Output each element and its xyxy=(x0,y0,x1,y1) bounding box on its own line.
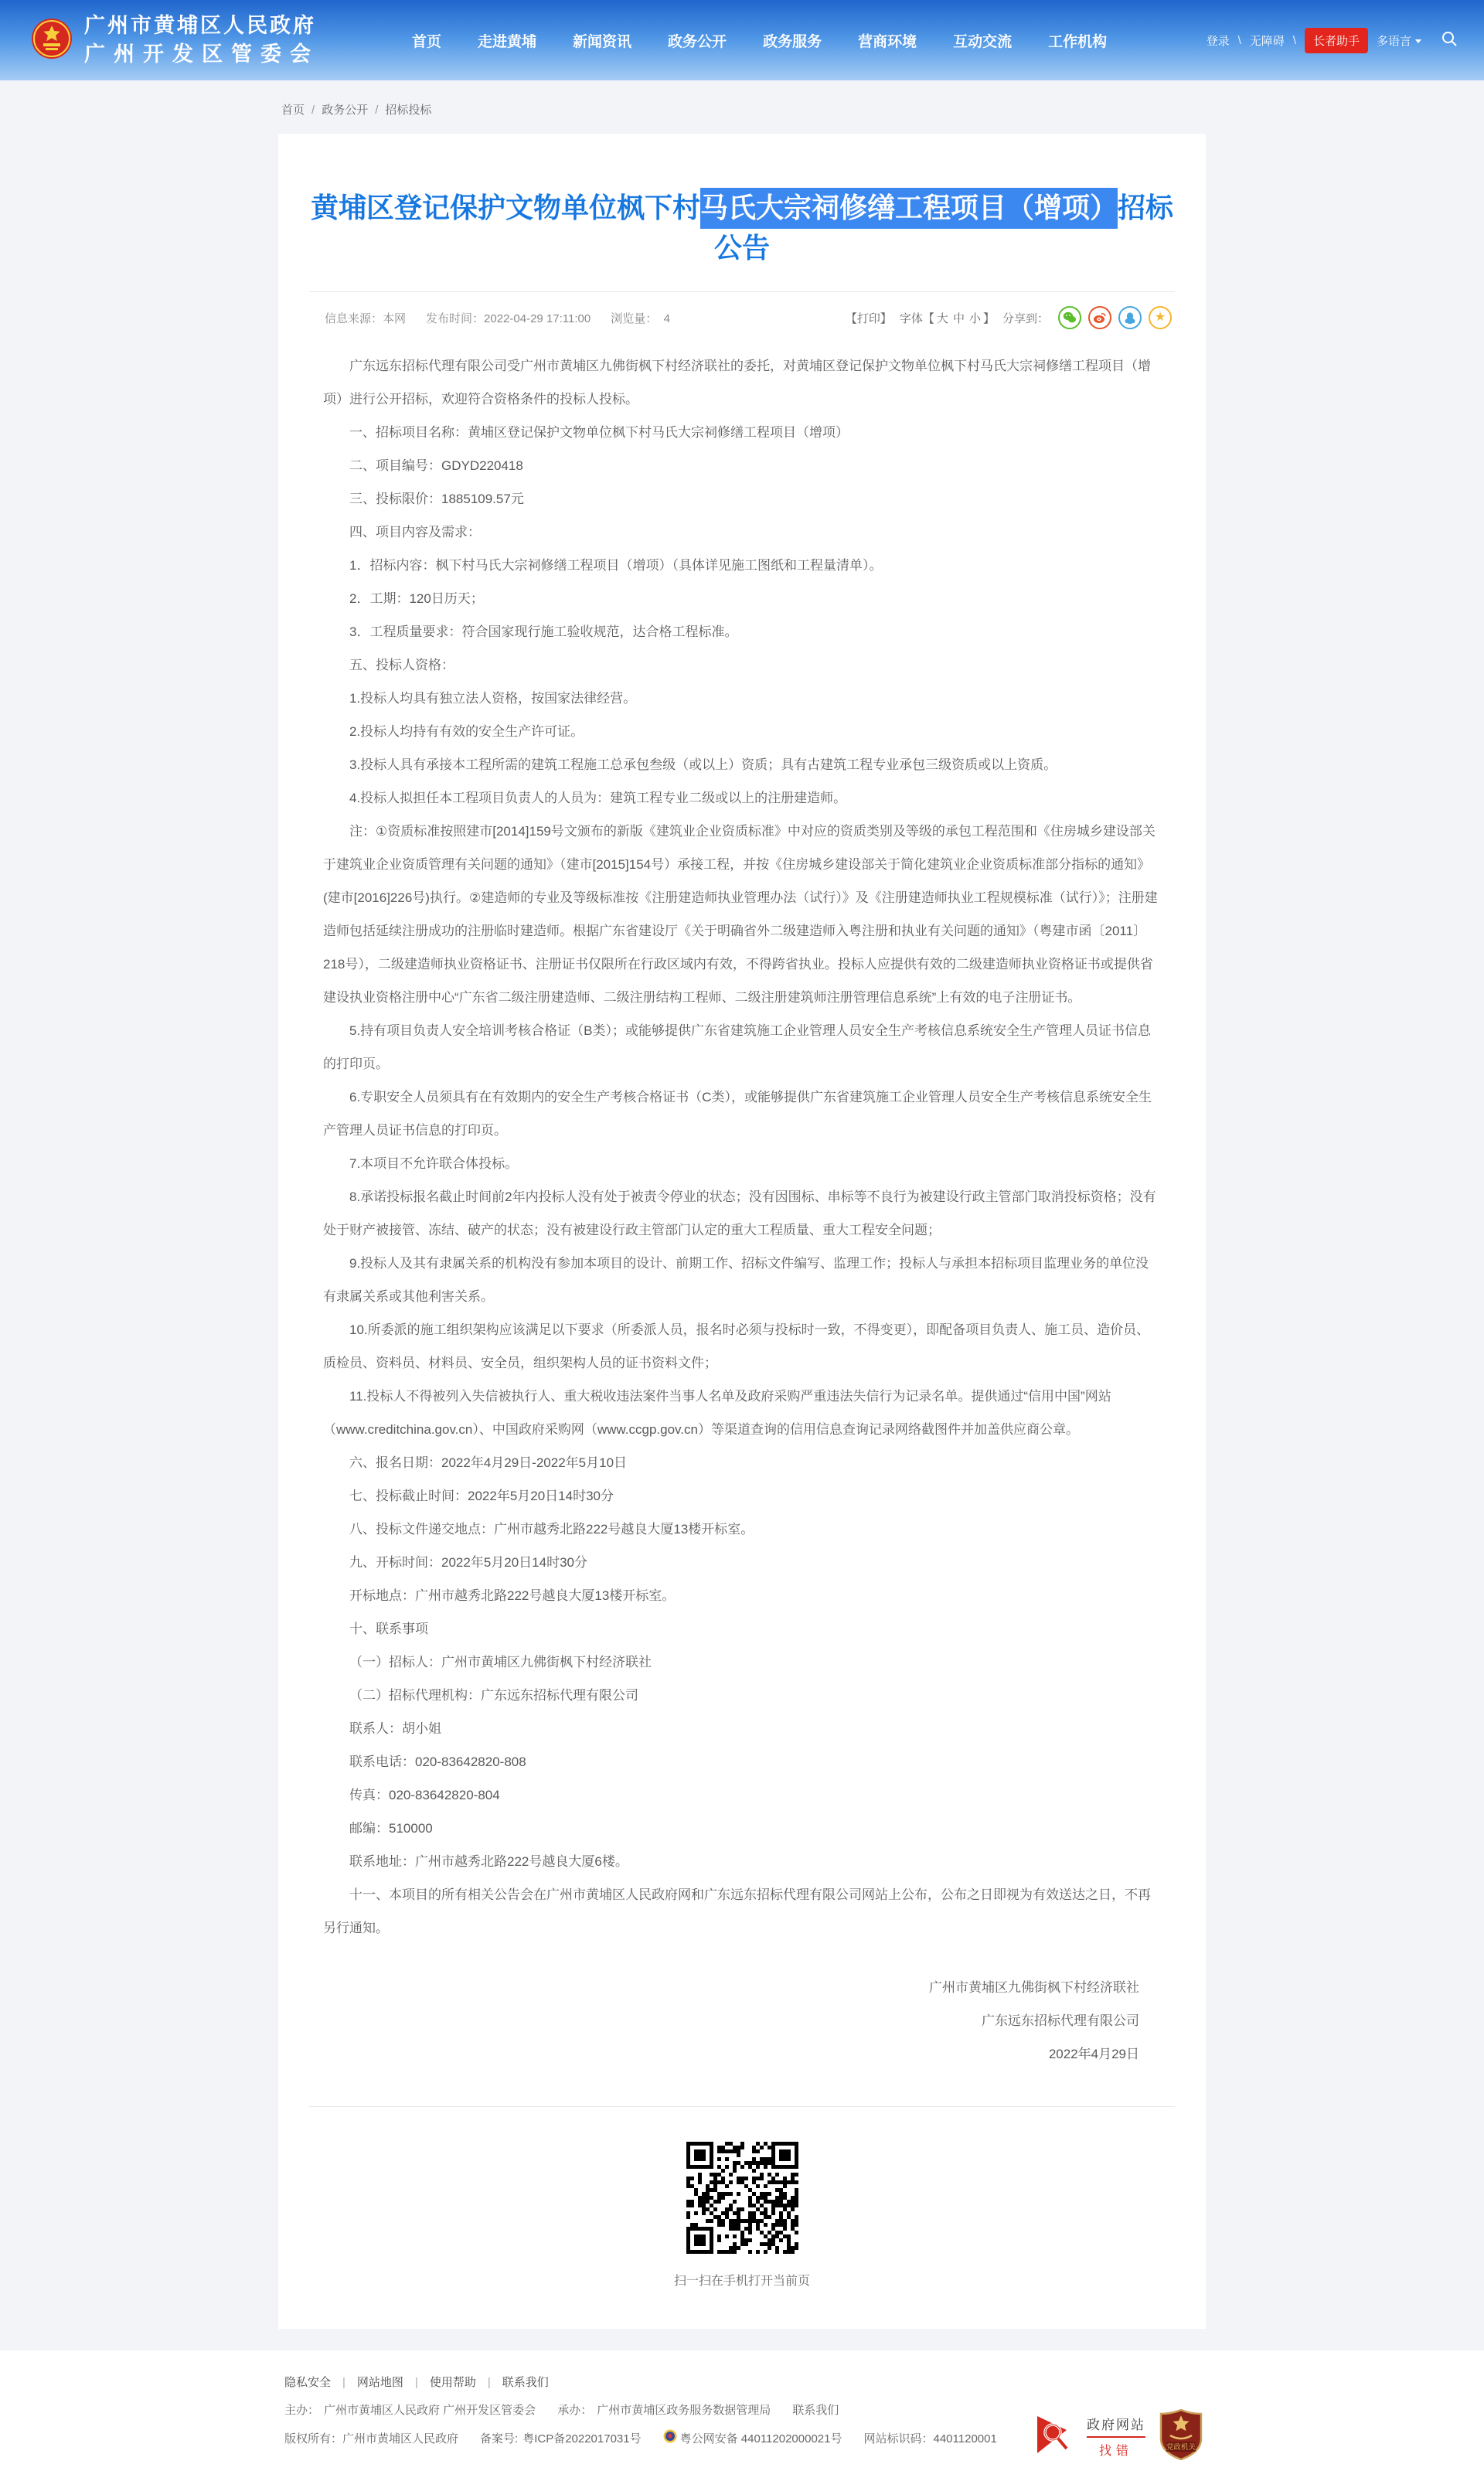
icp-number-link[interactable]: 粤ICP备2022017031号 xyxy=(522,2432,642,2445)
site-footer xyxy=(0,2350,1484,2471)
footer-links xyxy=(284,2374,1206,2390)
gov-site-error-report-badge[interactable] xyxy=(1036,2414,1145,2459)
nav-item[interactable]: 互动交流 xyxy=(953,33,1013,50)
article-paragraph: 五、投标人资格： xyxy=(349,658,454,673)
share-wechat-icon[interactable] xyxy=(1058,306,1081,329)
signature-line: 广州市黄埔区九佛街枫下村经济联社 xyxy=(929,1980,1139,1996)
article-paragraph: （一）招标人：广州市黄埔区九佛街枫下村经济联社 xyxy=(349,1655,652,1670)
nav-item[interactable]: 新闻资讯 xyxy=(573,33,632,50)
site-title-line1: 广州市黄埔区人民政府 xyxy=(84,14,316,38)
article-paragraph: 1．招标内容：枫下村马氏大宗祠修缮工程项目（增项）（具体详见施工图纸和工程量清单）。 xyxy=(349,558,883,574)
breadcrumb xyxy=(278,80,1206,134)
qr-section xyxy=(309,2106,1175,2289)
breadcrumb-item[interactable]: / 招标投标 xyxy=(368,104,431,117)
article-paragraph: 七、投标截止时间：2022年5月20日14时30分 xyxy=(349,1489,614,1504)
national-emblem-icon xyxy=(31,18,73,63)
font-size-large[interactable]: 大 xyxy=(936,311,948,325)
elder-mode-button[interactable]: 长者助手 xyxy=(1305,28,1368,53)
nav-item[interactable]: 走进黄埔 xyxy=(478,33,537,50)
font-size-small[interactable]: 小 xyxy=(968,311,981,325)
copyright-text: 版权所有：广州市黄埔区人民政府 xyxy=(284,2432,459,2445)
article-paragraph: 十一、本项目的所有相关公告会在广州市黄埔区人民政府网和广东远东招标代理有限公司网站上公布，公布之日即视为有效送达之日，不再另行通知。 xyxy=(323,1887,1151,1936)
qr-code xyxy=(686,2139,798,2259)
views-value: 4 xyxy=(663,311,670,325)
article-paragraph: 传真：020-83642820-804 xyxy=(349,1788,500,1803)
article-paragraph: 联系人：胡小姐 xyxy=(349,1721,441,1737)
search-button[interactable] xyxy=(1441,30,1458,50)
page-title-highlight: 马氏大宗祠修缮工程项目（增项） xyxy=(700,188,1118,229)
article-paragraph: 六、报名日期：2022年4月29日-2022年5月10日 xyxy=(349,1455,628,1471)
article-paragraph: 10.所委派的施工组织架构应该满足以下要求（所委派人员，报名时必须与投标时一致，不得变更），即配备项目负责人、施工员、造价员、质检员、资料员、材料员、安全员，组织架构人员的证书资料文件； xyxy=(323,1322,1150,1371)
footer-link[interactable]: | 联系我们 xyxy=(476,2376,549,2389)
site-title xyxy=(84,14,319,66)
footer-link[interactable]: | 使用帮助 xyxy=(403,2376,476,2389)
icp-label: 备案号: xyxy=(480,2432,519,2445)
share-qzone-icon[interactable]: ★ xyxy=(1149,306,1172,329)
article-paragraph: （二）招标代理机构：广东远东招标代理有限公司 xyxy=(349,1688,638,1703)
psb-link[interactable] xyxy=(663,2429,842,2446)
breadcrumb-item[interactable]: 首页 xyxy=(281,104,305,117)
language-label: 多语言 xyxy=(1376,34,1411,48)
article-paragraph: 联系电话：020-83642820-808 xyxy=(349,1755,526,1770)
article-paragraph: 6.专职安全人员须具有在有效期内的安全生产考核合格证书（C类），或能够提供广东省建筑施工企业管理人员安全生产考核信息系统安全生产管理人员证书信息的打印页。 xyxy=(323,1090,1152,1138)
article-paragraph: 2．工期：120日历天； xyxy=(349,591,484,607)
article-paragraph: 注：①资质标准按照建市[2014]159号文颁布的新版《建筑业企业资质标准》中对应的资质类别及等级的承包工程范围和《住房城乡建设部关于建筑业企业资质管理有关问题的通知》（建市[2015]154号）承接工程，并按《住房城乡建设部关于简化建筑业企业资质标准部分指标的通知》(建市[2016]226号)执行。②建造师的专业及等级标准按《注册建造师执业管理办法（试行）》及《注册建造师执业工程规模标准（试行）》；注册建造师包括延续注册成功的注册临时建造师。根据广东省建设厅《关于明确省外二级建造师入粤注册和执业有关问题的通知》（粤建市函〔2011〕218号），二级建造师执业资格证书、注册证书仅限所在行政区域内有效，不得跨省执业。投标人应提供有效的二级建造师执业资格证书或提供省建设执业资格注册中心“广东省二级注册建造师、二级注册结构工程师、二级注册建筑师注册管理信息系统”上有效的电子注册证书。 xyxy=(323,824,1158,1006)
error-report-icon xyxy=(1036,2415,1081,2458)
print-button[interactable]: 【打印】 xyxy=(845,311,892,325)
psb-number: 粤公网安备 44011202000021号 xyxy=(679,2432,842,2445)
organizer-value: 广州市黄埔区政务服务数据管理局 xyxy=(597,2404,771,2418)
article-signatures xyxy=(278,1955,1206,2071)
article-paragraph: 十、联系事项 xyxy=(349,1622,428,1637)
svg-text:党政机关: 党政机关 xyxy=(1166,2443,1196,2452)
signature-line: 广东远东招标代理有限公司 xyxy=(982,2013,1139,2029)
footer-badges xyxy=(1036,2409,1203,2463)
article-meta-bar xyxy=(278,292,1206,334)
search-icon xyxy=(1441,30,1458,50)
nav-item[interactable]: 政务公开 xyxy=(668,33,727,50)
article-paragraph: 3.投标人具有承接本工程所需的建筑工程施工总承包叁级（或以上）资质；具有古建筑工程专业承包三级资质或以上资质。 xyxy=(349,757,1057,773)
page-title-pre: 黄埔区登记保护文物单位枫下村 xyxy=(310,192,700,224)
source-value: 本网 xyxy=(383,311,407,325)
login-link[interactable]: 登录 xyxy=(1206,34,1230,48)
article-paragraph: 八、投标文件递交地点：广州市越秀北路222号越良大厦13楼开标室。 xyxy=(349,1522,754,1537)
article-paragraph: 开标地点：广州市越秀北路222号越良大厦13楼开标室。 xyxy=(349,1588,676,1604)
article-meta-left xyxy=(325,310,670,326)
views-field: 浏览量： 4 xyxy=(611,311,670,325)
article-body xyxy=(278,334,1206,1945)
site-title-line2: 广州开发区管委会 xyxy=(84,42,319,66)
police-badge-icon xyxy=(663,2429,677,2446)
font-size-control: 字体【 大 中 小 】 xyxy=(899,311,995,325)
site-code-field: 网站标识码：4401120001 xyxy=(863,2432,997,2445)
share-icons xyxy=(1058,306,1172,329)
share-label: 分享到： xyxy=(1002,311,1049,325)
article-paragraph: 8.承诺投标报名截止时间前2年内投标人没有处于被责令停业的状态；没有因围标、串标等不良行为被建设行政主管部门取消投标资格；没有处于财产被接管、冻结、破产的状态；没有被建设行政主管部门认定的重大工程质量、重大工程安全问题； xyxy=(323,1190,1156,1238)
article-paragraph: 四、项目内容及需求： xyxy=(349,525,481,540)
source-field: 信息来源：本网 xyxy=(325,311,407,325)
language-dropdown[interactable] xyxy=(1377,32,1421,49)
footer-link[interactable]: | 网站地图 xyxy=(331,2376,403,2389)
utility-separator: \ xyxy=(1237,33,1241,47)
page-title xyxy=(278,188,1206,268)
accessibility-link[interactable]: 无障碍 xyxy=(1249,34,1285,48)
article-meta-right xyxy=(846,306,1172,329)
article-paragraph: 一、招标项目名称：黄埔区登记保护文物单位枫下村马氏大宗祠修缮工程项目（增项） xyxy=(349,425,849,441)
site-header xyxy=(0,0,1484,80)
article-paragraph: 9.投标人及其有隶属关系的机构没有参加本项目的设计、前期工作、招标文件编写、监理工作；投标人与承担本招标项目监理业务的单位没有隶属关系或其他利害关系。 xyxy=(323,1256,1149,1305)
article-paragraph: 5.持有项目负责人安全培训考核合格证（B类）；或能够提供广东省建筑施工企业管理人员安全生产考核信息系统安全生产管理人员证书信息的打印页。 xyxy=(323,1023,1152,1072)
chevron-down-icon xyxy=(1415,39,1421,43)
article-paragraph: 11.投标人不得被列入失信被执行人、重大税收违法案件当事人名单及政府采购严重违法失信行为记录名单。提供通过“信用中国”网站（www.creditchina.gov.cn）、中国政府采购网（www.ccgp.gov.cn）等渠道查询的信用信息查询记录网络截图件并加盖供应商公章。 xyxy=(323,1389,1111,1438)
article-paragraph: 广东远东招标代理有限公司受广州市黄埔区九佛街枫下村经济联社的委托，对黄埔区登记保护文物单位枫下村马氏大宗祠修缮工程项目（增项）进行公开招标，欢迎符合资格条件的投标人投标。 xyxy=(323,359,1151,407)
publish-time-value: 2022-04-29 17:11:00 xyxy=(484,311,591,325)
article-card xyxy=(278,134,1206,2329)
article-paragraph: 邮编：510000 xyxy=(349,1821,433,1836)
article-paragraph: 4.投标人拟担任本工程项目负责人的人员为：建筑工程专业二级或以上的注册建造师。 xyxy=(349,791,847,806)
host-label: 主办： xyxy=(284,2404,320,2418)
article-paragraph: 二、项目编号：GDYD220418 xyxy=(349,458,523,474)
qr-caption: 扫一扫在手机打开当前页 xyxy=(673,2275,810,2289)
nav-item[interactable]: 工作机构 xyxy=(1048,33,1108,50)
party-gov-shield-badge[interactable] xyxy=(1159,2409,1203,2463)
article-paragraph: 三、投标限价：1885109.57元 xyxy=(349,492,524,507)
share-weibo-icon[interactable] xyxy=(1088,306,1111,329)
signature-line: 2022年4月29日 xyxy=(1048,2047,1139,2062)
font-size-medium[interactable]: 中 xyxy=(952,311,965,325)
site-code-value: 4401120001 xyxy=(933,2432,997,2445)
site-logo[interactable] xyxy=(31,14,319,66)
header-utilities xyxy=(1207,28,1458,53)
nav-item[interactable]: 营商环境 xyxy=(858,33,917,50)
main-nav xyxy=(412,30,1107,51)
host-value: 广州市黄埔区人民政府 广州开发区管委会 xyxy=(324,2404,536,2418)
utility-separator: \ xyxy=(1292,33,1296,47)
article-paragraph: 2.投标人均持有有效的安全生产许可证。 xyxy=(349,724,584,740)
error-report-text: 政府网站 找错 xyxy=(1087,2414,1145,2459)
article-paragraph: 1.投标人均具有独立法人资格，按国家法律经营。 xyxy=(349,691,637,706)
article-paragraph: 联系地址：广州市越秀北路222号越良大厦6楼。 xyxy=(349,1854,628,1870)
breadcrumb-item[interactable]: / 政务公开 xyxy=(305,104,368,117)
nav-item[interactable]: 首页 xyxy=(412,33,442,50)
page-title-post: 招标公告 xyxy=(713,192,1174,264)
footer-link[interactable]: 隐私安全 xyxy=(284,2376,332,2390)
publish-time-field: 发布时间：2022-04-29 17:11:00 xyxy=(426,311,591,325)
article-paragraph: 7.本项目不允许联合体投标。 xyxy=(349,1156,519,1172)
article-paragraph: 3．工程质量要求：符合国家现行施工验收规范，达合格工程标准。 xyxy=(349,625,738,640)
nav-item[interactable]: 政务服务 xyxy=(763,33,822,50)
organizer-label: 承办： xyxy=(557,2404,593,2418)
footer-contact-link[interactable]: 联系我们 xyxy=(792,2404,839,2418)
share-qq-icon[interactable] xyxy=(1118,306,1142,329)
article-paragraph: 九、开标时间：2022年5月20日14时30分 xyxy=(349,1555,587,1571)
